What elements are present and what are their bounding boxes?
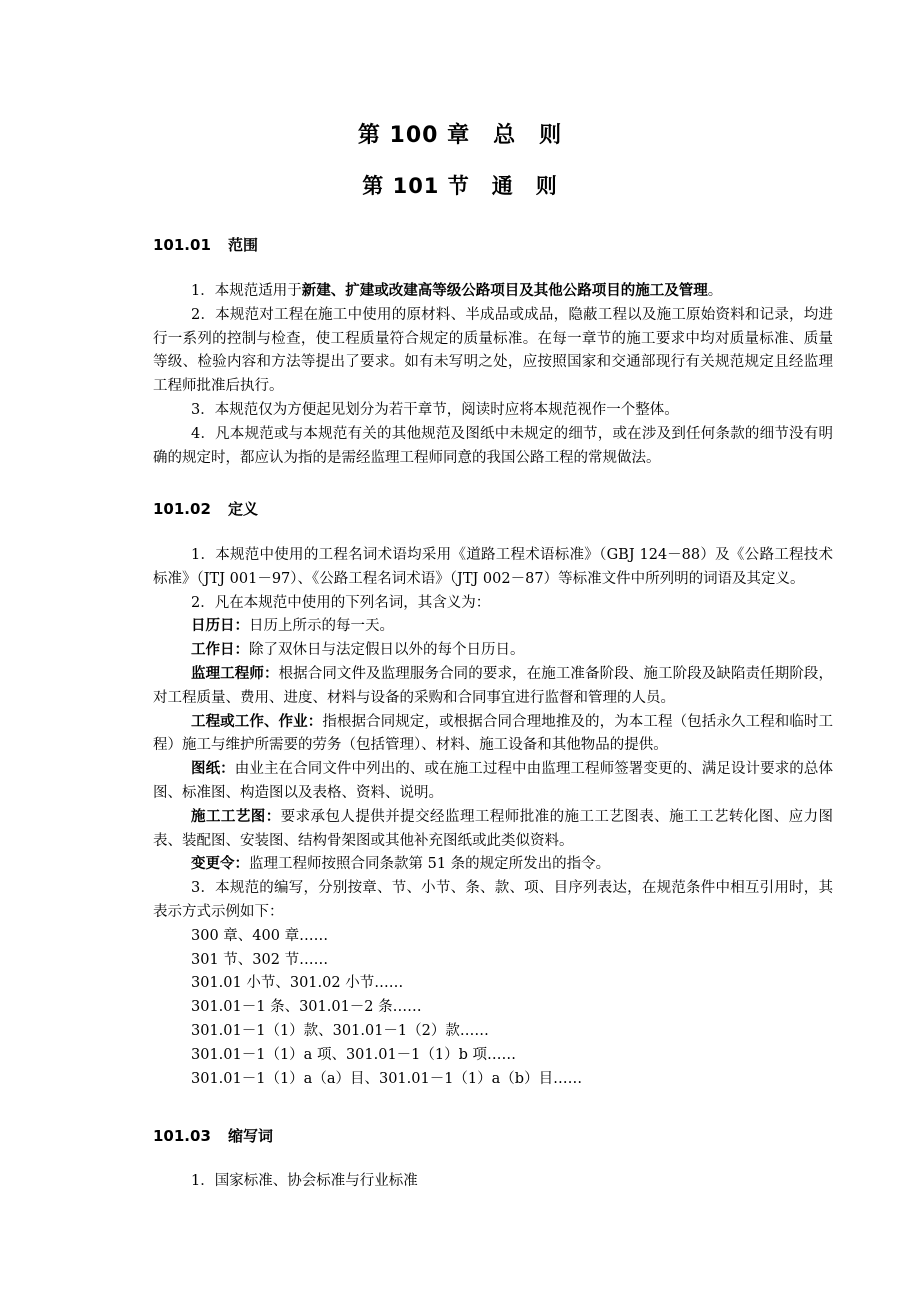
term-text: 由业主在合同文件中列出的、或在施工过程中由监理工程师签署变更的、满足设计要求的总体图、标准图、构造图以及表格、资料、说明。 [153, 761, 833, 801]
term-text: 根据合同文件及监理服务合同的要求，在施工准备阶段、施工阶段及缺陷责任期阶段，对工程质量、费用、进度、材料与设备的采购和合同事宜进行监督和管理的人员。 [153, 665, 834, 706]
example-line: 301.01－1（1）a（a）目、301.01－1（1）a（b）目…… [191, 1070, 583, 1087]
example-line: 300 章、400 章…… [191, 927, 329, 944]
term-text: 除了双休日与法定假日以外的每个日历日。 [249, 642, 525, 659]
heading-number: 101.02 [153, 500, 211, 518]
section-title: 第 101 节 通 则 [362, 174, 558, 198]
definition-term-5 [153, 758, 833, 806]
term-label: 监理工程师： [191, 665, 279, 682]
heading-101-03 [153, 1125, 273, 1146]
scope-item-1 [153, 280, 833, 304]
term-label: 工作日： [191, 642, 249, 659]
term-text: 监理工程师按照合同条款第 51 条的规定所发出的指令。 [249, 856, 611, 873]
heading-number: 101.01 [153, 236, 211, 254]
heading-text: 缩写词 [228, 1127, 274, 1145]
heading-101-01 [153, 234, 258, 255]
definition-item-1: 1．本规范中使用的工程名词术语均采用《道路工程术语标准》（GBJ 124－88）及《公路工程技术标准》（JTJ 001－97）、《公路工程名词术语》（JTJ 002－87）等标准文件中所列明的词语及其定义。 [153, 547, 833, 587]
definition-term-2 [153, 639, 833, 663]
abbreviation-paragraphs [153, 1170, 833, 1194]
heading-101-02 [153, 498, 258, 519]
heading-text: 范围 [228, 236, 259, 254]
heading-text: 定义 [228, 500, 259, 518]
heading-number: 101.03 [153, 1127, 211, 1145]
definition-term-4 [153, 711, 833, 759]
chapter-title: 第 100 章 总 则 [357, 123, 563, 148]
example-line: 301 节、302 节…… [191, 951, 329, 968]
example-line: 301.01－1（1）款、301.01－1（2）款…… [191, 1022, 489, 1039]
definition-term-6 [153, 806, 833, 854]
definition-term-7 [153, 853, 833, 877]
definition-item-3: 3．本规范的编写，分别按章、节、小节、条、款、项、目序列表达，在规范条件中相互引用时，其表示方式示例如下： [153, 880, 833, 920]
example-line: 301.01－1（1）a 项、301.01－1（1）b 项…… [191, 1046, 517, 1063]
example-line: 301.01 小节、301.02 小节…… [191, 975, 404, 992]
scope-item-4: 4．凡本规范或与本规范有关的其他规范及图纸中未规定的细节，或在涉及到任何条款的细节没有明确的规定时，都应认为指的是需经监理工程师同意的我国公路工程的常规做法。 [153, 425, 833, 466]
scope-item-1-tail: 。 [707, 283, 723, 299]
definition-paragraphs [153, 544, 833, 1091]
scope-paragraphs [153, 280, 833, 470]
term-text: 要求承包人提供并提交经监理工程师批准的施工工艺图表、施工工艺转化图、应力图表、装配图、安装图、结构骨架图或其他补充图纸或此类似资料。 [153, 808, 834, 849]
definition-item-2: 2．凡在本规范中使用的下列名词，其含义为： [191, 594, 491, 611]
term-text: 日历上所示的每一天。 [249, 618, 394, 635]
scope-item-1-bold: 新建、扩建或改建高等级公路项目及其他公路项目的施工及管理 [301, 283, 708, 299]
term-label: 变更令： [191, 856, 249, 873]
term-label: 日历日： [191, 618, 249, 635]
term-label: 工程或工作、作业： [191, 713, 323, 730]
abbreviation-item-1: 1．国家标准、协会标准与行业标准 [191, 1173, 418, 1189]
scope-item-2: 2．本规范对工程在施工中使用的原材料、半成品或成品，隐蔽工程以及施工原始资料和记录，均进行一系列的控制与检查，使工程质量符合规定的质量标准。在每一章节的施工要求中均对质量标准、质量等级、检验内容和方法等提出了要求。如有未写明之处，应按照国家和交通部现行有关规范规定且经监理工程师批准后执行。 [153, 306, 833, 395]
term-text: 指根据合同规定，或根据合同合理地推及的，为本工程（包括永久工程和临时工程）施工与维护所需要的劳务（包括管理）、材料、施工设备和其他物品的提供。 [153, 713, 834, 754]
term-label: 图纸： [191, 761, 235, 778]
definition-term-3 [153, 663, 833, 711]
scope-item-1-lead: 1．本规范适用于 [191, 283, 302, 299]
example-line: 301.01－1 条、301.01－2 条…… [191, 999, 422, 1016]
definition-term-1 [153, 615, 833, 639]
term-label: 施工工艺图： [191, 808, 281, 825]
scope-item-3: 3．本规范仅为方便起见划分为若干章节，阅读时应将本规范视作一个整体。 [191, 401, 679, 418]
